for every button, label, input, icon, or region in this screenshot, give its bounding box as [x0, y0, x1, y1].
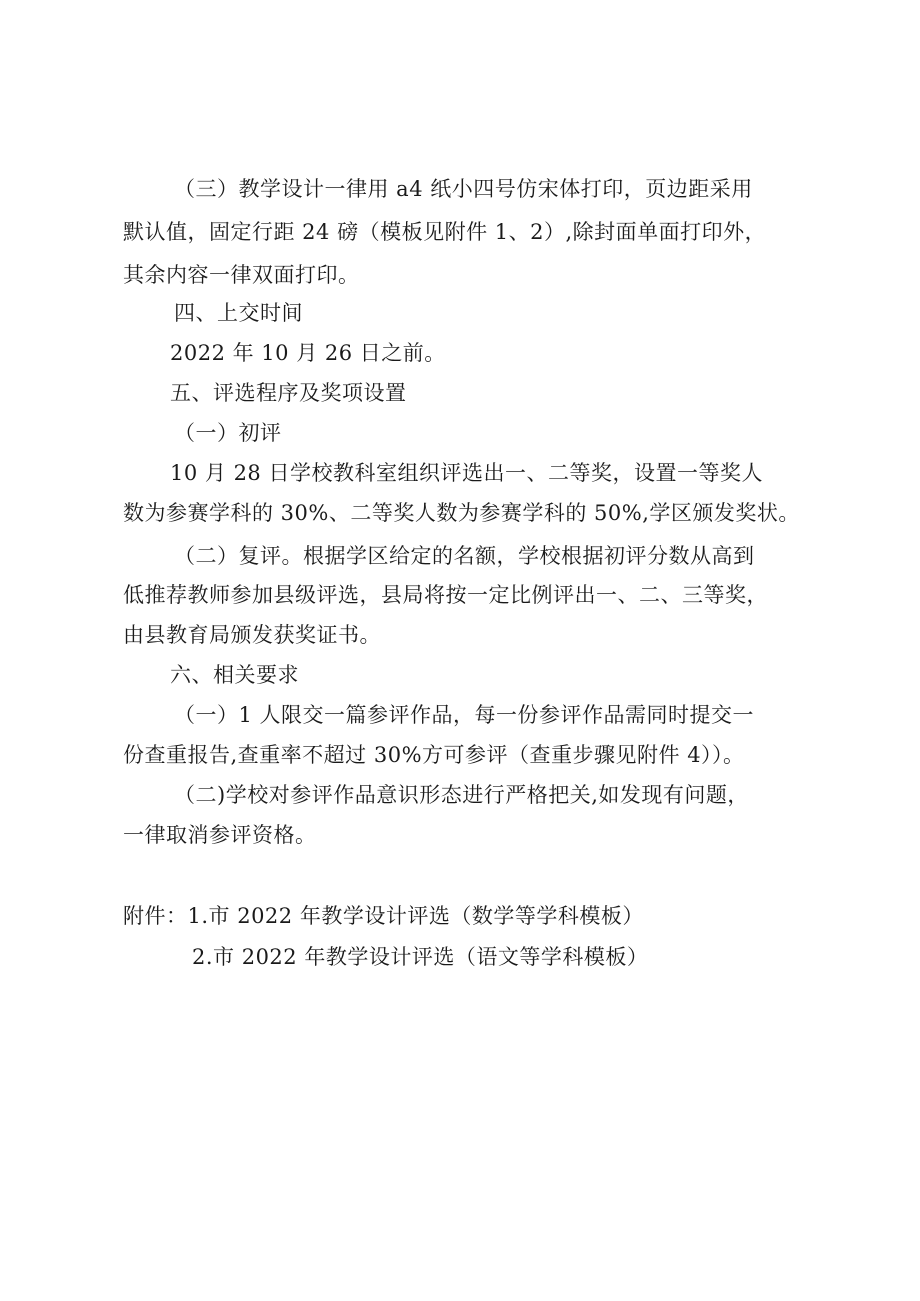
paragraph-3-line-2: 默认值，固定行距 24 磅（模板见附件 1、2）,除封面单面打印外， — [123, 220, 767, 244]
section-heading-4: 四、上交时间 — [174, 301, 303, 325]
paragraph-first-review-line-1: 10 月 28 日学校教科室组织评选出一、二等奖，设置一等奖人 — [170, 461, 763, 485]
requirement-1-line-1: （一）1 人限交一篇参评作品，每一份参评作品需同时提交一 — [174, 703, 755, 727]
section-heading-5: 五、评选程序及奖项设置 — [170, 381, 407, 405]
deadline-text: 2022 年 10 月 26 日之前。 — [170, 341, 446, 365]
requirement-2-line-1: （二)学校对参评作品意识形态进行严格把关,如发现有问题， — [174, 783, 749, 807]
requirement-1-line-2: 份查重报告,查重率不超过 30%方可参评（查重步骤见附件 4））。 — [123, 743, 745, 767]
subheading-first-review: （一）初评 — [174, 421, 282, 445]
paragraph-3-line-3: 其余内容一律双面打印。 — [123, 263, 360, 287]
paragraph-second-review-line-1: （二）复评。根据学区给定的名额，学校根据初评分数从高到 — [174, 544, 755, 568]
requirement-2-line-2: 一律取消参评资格。 — [123, 823, 317, 847]
section-heading-6: 六、相关要求 — [170, 663, 299, 687]
paragraph-second-review-line-3: 由县教育局颁发获奖证书。 — [123, 623, 381, 647]
paragraph-first-review-line-2: 数为参赛学科的 30%、二等奖人数为参赛学科的 50%,学区颁发奖状。 — [123, 501, 800, 525]
attachment-item-2: 2.市 2022 年教学设计评选（语文等学科模板） — [192, 945, 649, 969]
paragraph-3-line-1: （三）教学设计一律用 a4 纸小四号仿宋体打印，页边距采用 — [174, 177, 753, 201]
attachment-item-1: 附件：1.市 2022 年教学设计评选（数学等学科模板） — [123, 904, 644, 928]
paragraph-second-review-line-2: 低推荐教师参加县级评选，县局将按一定比例评出一、二、三等奖， — [123, 583, 768, 607]
